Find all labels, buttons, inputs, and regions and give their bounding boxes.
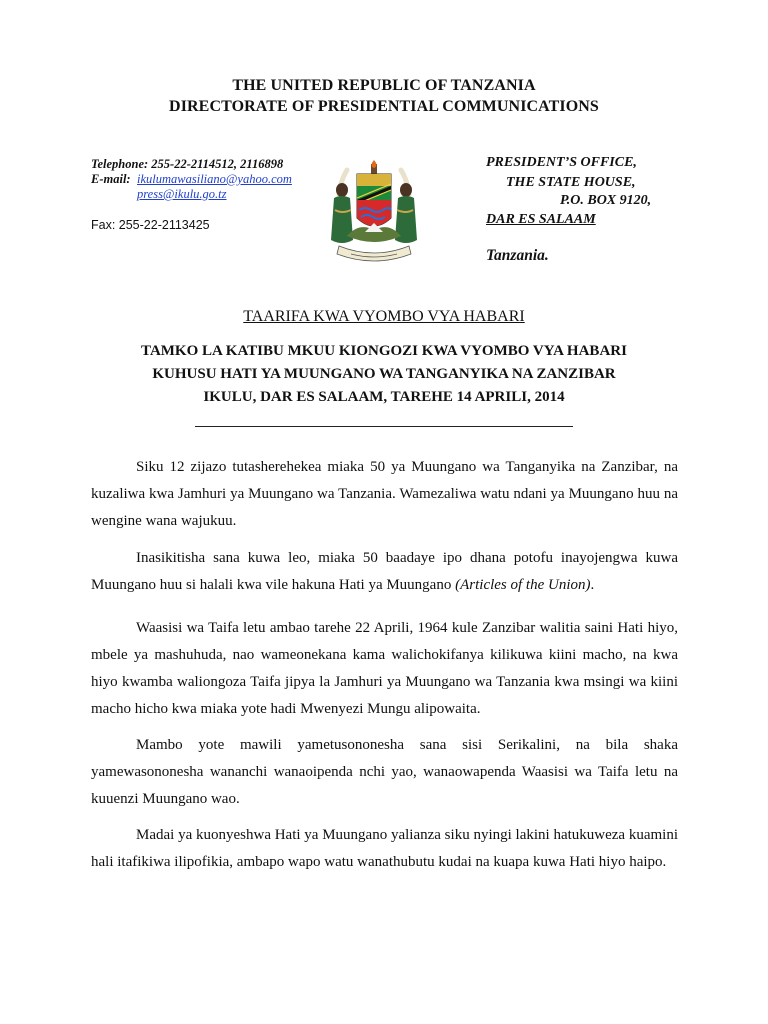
address-office: PRESIDENT’S OFFICE, [486, 155, 637, 170]
header-directorate: DIRECTORATE OF PRESIDENTIAL COMMUNICATIONS [169, 98, 599, 115]
paragraph-2-italic: (Articles of the Union) [455, 577, 591, 593]
email-line-2 [137, 187, 227, 202]
address-state-house: THE STATE HOUSE, [506, 175, 636, 190]
paragraph-4: Mambo yote mawili yametusononesha sana sisi Serikalini, na bila shaka yamewasononesha wananchi wanaoipenda nchi yao, wanaowapenda Waasisi wa Taifa letu na kuuenzi Muungano wao. [91, 737, 678, 807]
paragraph-5: Madai ya kuonyeshwa Hati ya Muungano yalianza siku nyingi lakini hatukuweza kuamini hali itafikiwa ilipofikia, ambapo wapo watu wanathubutu kudai na kuapa kuwa Hati hiyo haipo. [91, 827, 678, 870]
heading-divider [195, 426, 573, 427]
coat-of-arms-icon [325, 160, 423, 268]
paragraph-1: Siku 12 zijazo tutasherehekea miaka 50 ya Muungano wa Tanganyika na Zanzibar, na kuzaliwa kwa Jamhuri ya Muungano wa Tanzania. Wamezaliwa watu ndani ya Muungano huu na wengine wana wajukuu. [91, 459, 678, 529]
address-country: Tanzania. [486, 247, 549, 264]
statement-heading-1: TAMKO LA KATIBU MKUU KIONGOZI KWA VYOMBO VYA HABARI [141, 343, 627, 359]
statement-heading-2: KUHUSU HATI YA MUUNGANO WA TANGANYIKA NA ZANZIBAR [152, 366, 616, 382]
paragraph-2-text: Inasikitisha sana kuwa leo, miaka 50 baadaye ipo dhana potofu inayojengwa kuwa Muungano huu si halali kwa vile hakuna Hati ya Muungano [91, 550, 678, 593]
email-link-yahoo[interactable]: ikulumawasiliano@yahoo.com [137, 172, 292, 186]
fax-line: Fax: 255-22-2113425 [91, 218, 210, 232]
address-po-box: P.O. BOX 9120, [560, 193, 652, 208]
statement-heading-3: IKULU, DAR ES SALAAM, TAREHE 14 APRILI, 2014 [203, 389, 565, 405]
email-link-ikulu[interactable]: press@ikulu.go.tz [137, 187, 227, 201]
header-republic: THE UNITED REPUBLIC OF TANZANIA [232, 77, 536, 94]
paragraph-3: Waasisi wa Taifa letu ambao tarehe 22 Aprili, 1964 kule Zanzibar walitia saini Hati hiyo, mbele ya mashuhuda, nao wameonekana kama walichokifanya kilikuwa kiini macho, na kwa hiyo kwamba waliongoza Taifa jipya la Jamhuri ya Muungano wa Tanzania kwa msingi wa kiini macho hicho kwa miaka yote hadi Mwenyezi Mungu alipowaita. [91, 620, 678, 717]
email-label: E-mail: [91, 172, 131, 186]
address-city: DAR ES SALAAM [486, 212, 596, 227]
email-line [91, 172, 292, 187]
document-type-title: TAARIFA KWA VYOMBO VYA HABARI [243, 308, 525, 325]
paragraph-2 [91, 545, 678, 599]
paragraph-2-end: . [590, 577, 595, 593]
telephone-line: Telephone: 255-22-2114512, 2116898 [91, 157, 284, 171]
